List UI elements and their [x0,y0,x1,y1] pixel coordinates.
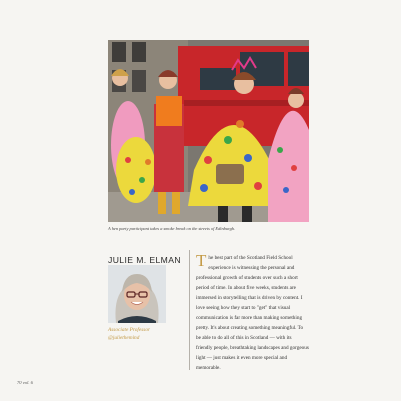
quote-text: he best part of the Scotland Field School experience is witnessing the personal and professional growth of students over such a short period of time. In about five weeks, students are immersed in storytelling that is driven by content. I love seeing how they start to "get" that visual communication is far more than making something pretty. It's about creating something meaningful. To be able to do all of this in Scotland — with its friendly people, breathtaking landscapes and gorgeous light — just makes it even more special and memorable. [196,255,309,371]
profile-portrait [108,265,166,323]
profile-name: JULIE M. ELMAN [108,255,181,265]
profile-title: Associate Professor [108,327,151,333]
quote-paragraph [196,253,309,373]
profile-handle: @juliethemind [108,334,140,341]
drop-cap: T [196,251,207,270]
column-divider [189,250,190,370]
page-folio: 70 vol. 6 [17,380,33,385]
profile-role [108,327,178,342]
hen-party-photo [108,40,309,222]
profile-quote [196,253,309,373]
photo-caption: A hen party participant takes a smoke break on the streets of Edinburgh. [108,226,236,231]
